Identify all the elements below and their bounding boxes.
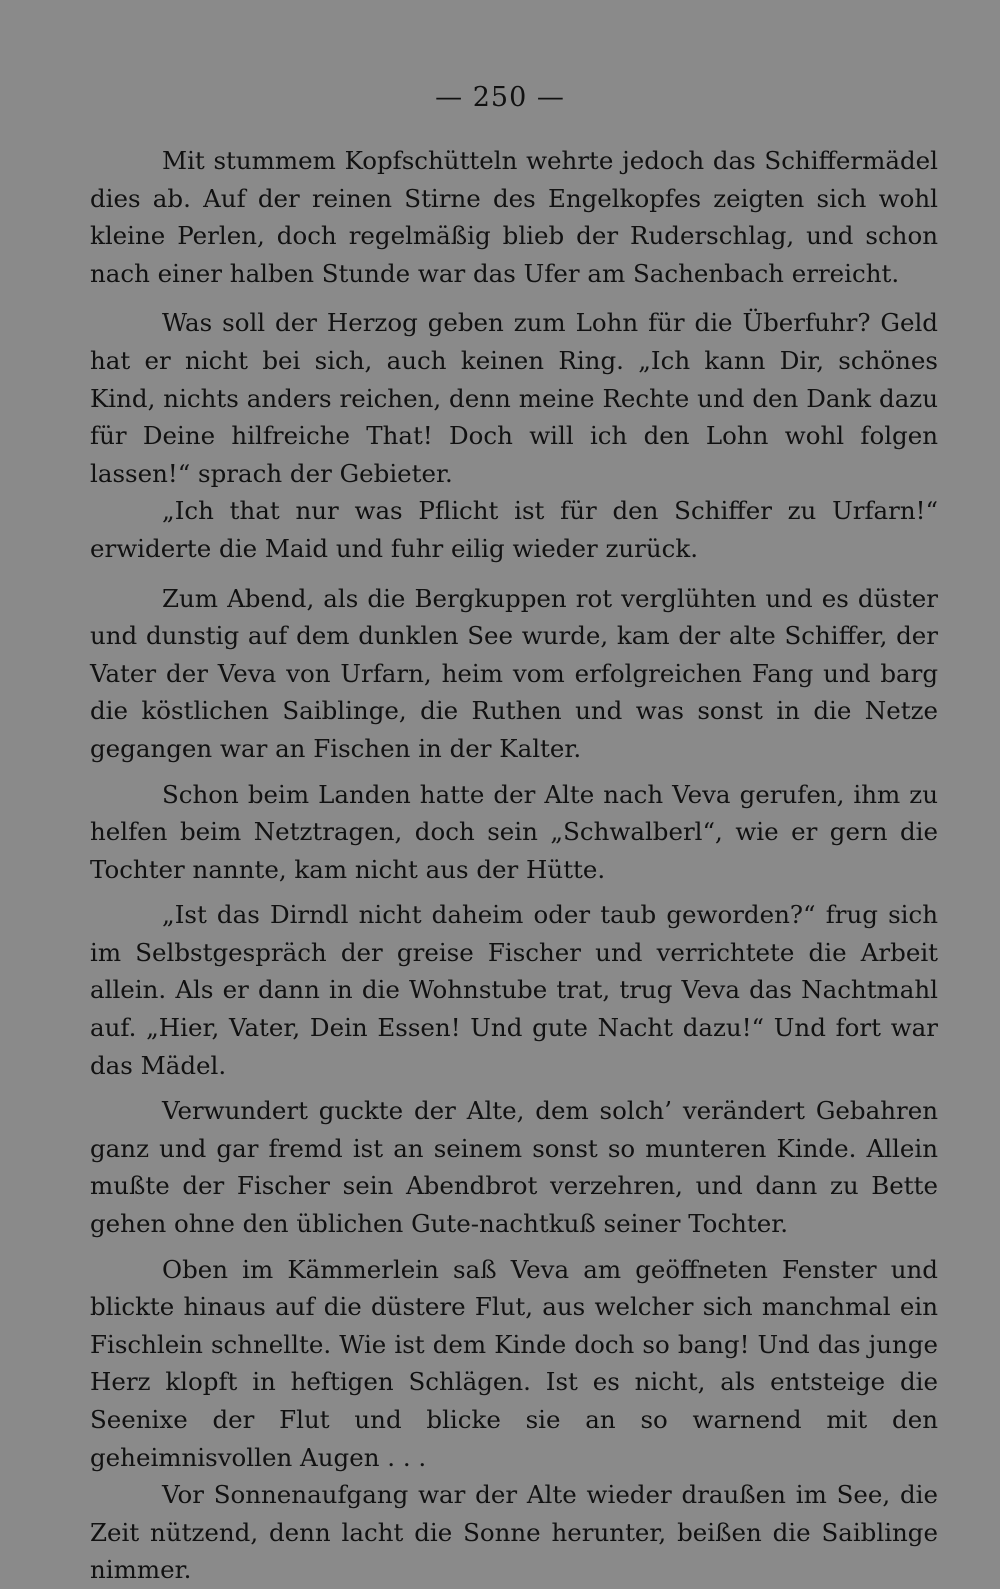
paragraph: Schon beim Landen hatte der Alte nach Veva gerufen, ihm zu helfen beim Netztragen, doch sein „Schwalberl“, wie er gern die Tochter nannte, kam nicht aus der Hütte. [90,779,938,884]
paragraph: Oben im Kämmerlein saß Veva am geöffneten Fenster und blickte hinaus auf die düstere Flut, aus welcher sich manchmal ein Fischlein schnellte. Wie ist dem Kinde doch so bang! Und das junge Herz klopft in heftigen Schlägen. Ist es nicht, als entsteige die Seenixe der Flut und blicke sie an so warnend mit den geheimnisvollen Augen . . . [90,1254,938,1472]
body-text [90,142,938,1589]
page-number: — 250 — [435,82,565,113]
paragraph: Zum Abend, als die Bergkuppen rot verglühten und es düster und dunstig auf dem dunklen See wurde, kam der alte Schiffer, der Vater der Veva von Urfarn, heim vom erfolgreichen Fang und barg die köstlichen Saiblinge, die Ruthen und was sonst in die Netze gegangen war an Fischen in der Kalter. [90,583,938,763]
paragraph: „Ich that nur was Pflicht ist für den Schiffer zu Urfarn!“ erwiderte die Maid und fuhr eilig wieder zurück. [90,496,938,563]
paragraph: „Ist das Dirndl nicht daheim oder taub geworden?“ frug sich im Selbstgespräch der greise Fischer und verrichtete die Arbeit allein. Als er dann in die Wohnstube trat, trug Veva das Nachtmahl auf. „Hier, Vater, Dein Essen! Und gute Nacht dazu!“ Und fort war das Mädel. [90,900,938,1080]
paragraph: Vor Sonnenaufgang war der Alte wieder draußen im See, die Zeit nützend, denn lacht die Sonne herunter, beißen die Saiblinge nimmer. [90,1480,938,1585]
paragraph: Was soll der Herzog geben zum Lohn für die Überfuhr? Geld hat er nicht bei sich, auch keinen Ring. „Ich kann Dir, schönes Kind, nichts anders reichen, denn meine Rechte und den Dank dazu für Deine hilfreiche That! Doch will ich den Lohn wohl folgen lassen!“ sprach der Gebieter. [90,308,938,488]
paragraph: Mit stummem Kopfschütteln wehrte jedoch das Schiffermädel dies ab. Auf der reinen Stirne des Engelkopfes zeigten sich wohl kleine Perlen, doch regelmäßig blieb der Ruderschlag, und schon nach einer halben Stunde war das Ufer am Sachenbach erreicht. [90,146,938,288]
paragraph: Verwundert guckte der Alte, dem solch’ verändert Gebahren ganz und gar fremd ist an seinem sonst so munteren Kinde. Allein mußte der Fischer sein Abendbrot verzehren, und dann zu Bette gehen ohne den üblichen Gute-nachtkuß seiner Tochter. [90,1096,938,1239]
